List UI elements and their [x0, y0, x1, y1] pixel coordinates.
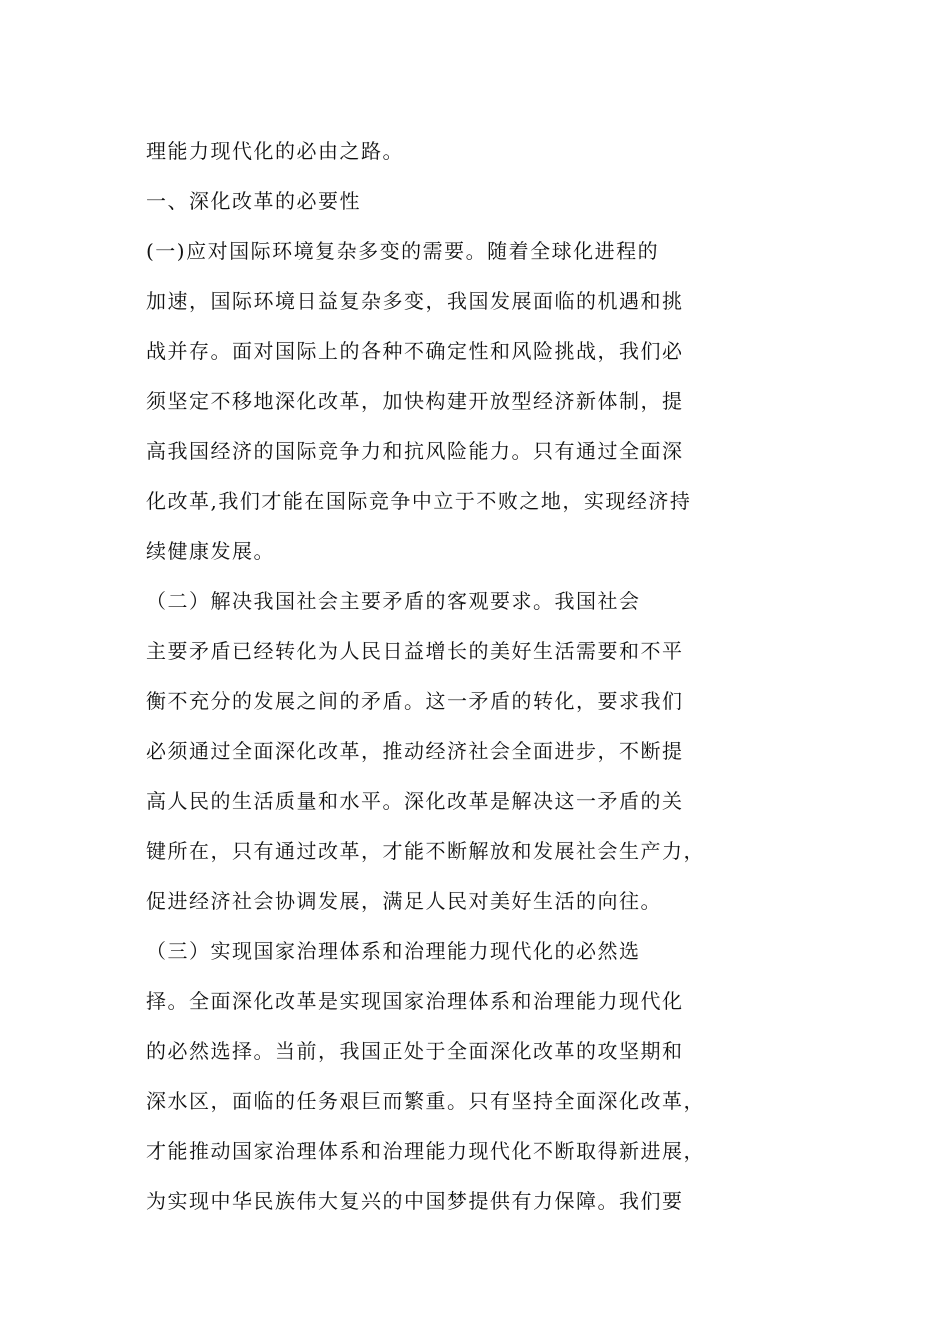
section-heading: 一、深化改革的必要性 — [146, 189, 361, 213]
text-line: 深水区，面临的任务艰巨而繁重。只有坚持全面深化改革， — [146, 1089, 705, 1113]
text-line: 主要矛盾已经转化为人民日益增长的美好生活需要和不平 — [146, 639, 684, 663]
text-line: 为实现中华民族伟大复兴的中国梦提供有力保障。我们要 — [146, 1189, 684, 1213]
text-line: 理能力现代化的必由之路。 — [146, 139, 404, 163]
subsection-heading: (一)应对国际环境复杂多变的需要。随着全球化进程的 — [146, 239, 660, 263]
text-line: 战并存。面对国际上的各种不确定性和风险挑战，我们必 — [146, 339, 684, 363]
text-line: 化改革,我们才能在国际竞争中立于不败之地，实现经济持 — [146, 489, 692, 513]
subsection-heading: （三）实现国家治理体系和治理能力现代化的必然选 — [146, 939, 641, 963]
text-line: 的必然选择。当前，我国正处于全面深化改革的攻坚期和 — [146, 1039, 684, 1063]
text-line: 高人民的生活质量和水平。深化改革是解决这一矛盾的关 — [146, 789, 684, 813]
text-line: 促进经济社会协调发展，满足人民对美好生活的向往。 — [146, 889, 662, 913]
text-line: 高我国经济的国际竞争力和抗风险能力。只有通过全面深 — [146, 439, 684, 463]
text-line: 加速，国际环境日益复杂多变，我国发展面临的机遇和挑 — [146, 289, 684, 313]
subsection-heading: （二）解决我国社会主要矛盾的客观要求。我国社会 — [146, 589, 641, 613]
text-line: 必须通过全面深化改革，推动经济社会全面进步，不断提 — [146, 739, 684, 763]
text-line: 衡不充分的发展之间的矛盾。这一矛盾的转化，要求我们 — [146, 689, 684, 713]
text-line: 才能推动国家治理体系和治理能力现代化不断取得新进展， — [146, 1139, 705, 1163]
text-line: 须坚定不移地深化改革，加快构建开放型经济新体制，提 — [146, 389, 684, 413]
text-line: 择。全面深化改革是实现国家治理体系和治理能力现代化 — [146, 989, 684, 1013]
text-line: 续健康发展。 — [146, 539, 275, 563]
text-line: 键所在，只有通过改革，才能不断解放和发展社会生产力， — [146, 839, 705, 863]
